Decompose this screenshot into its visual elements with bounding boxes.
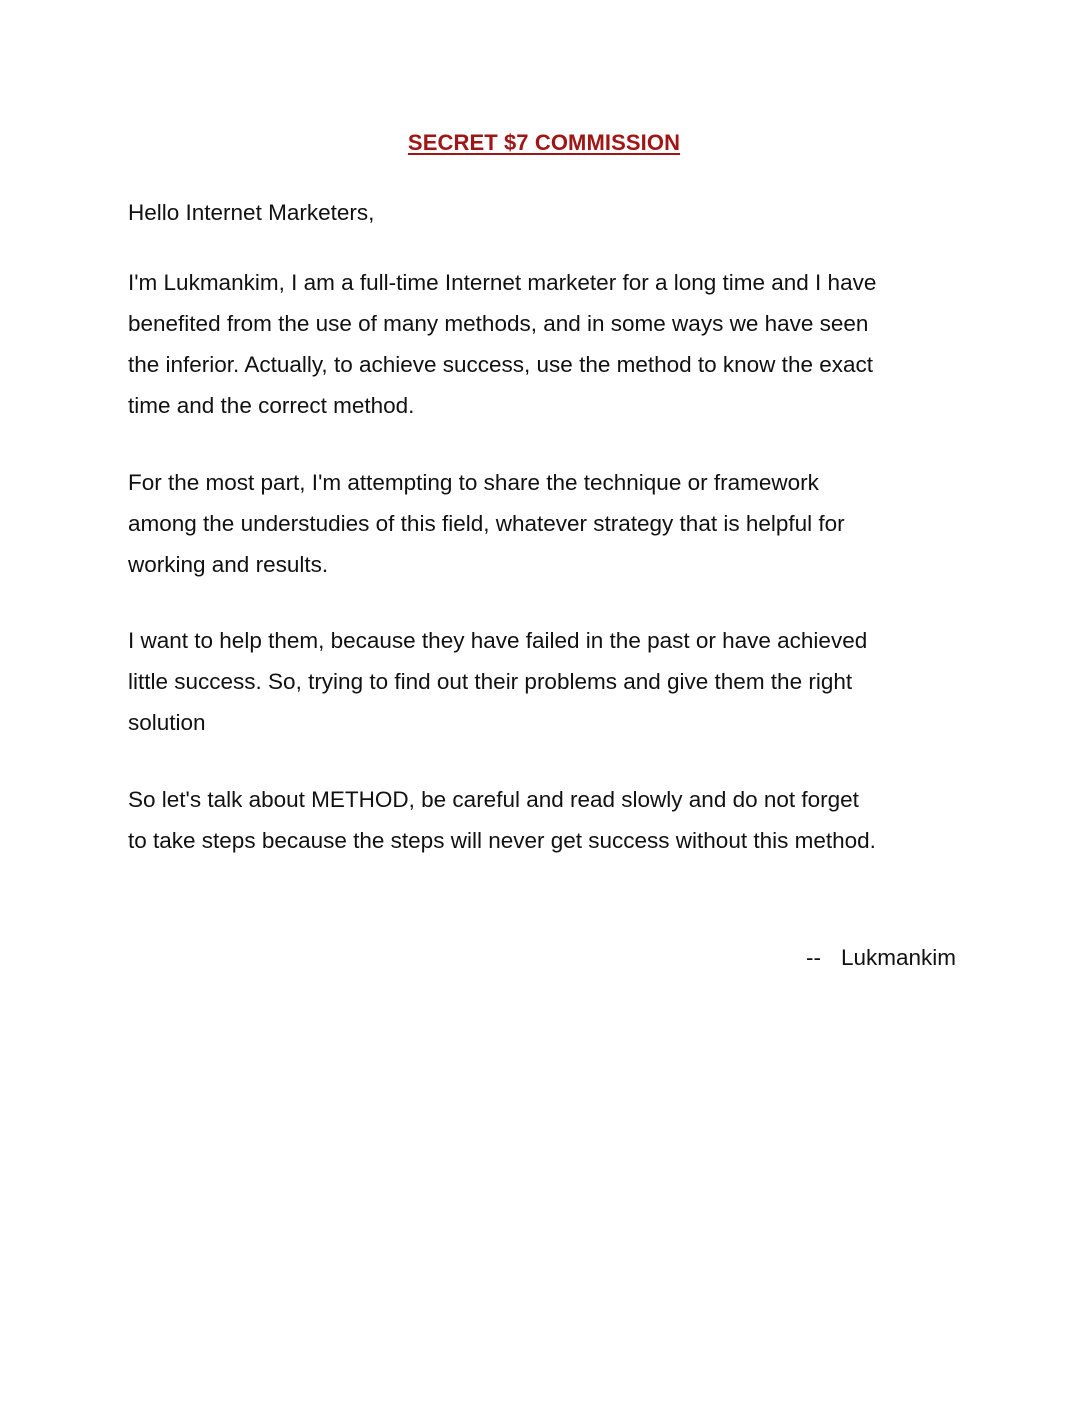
paragraph-line: For the most part, I'm attempting to share the technique or framework: [128, 470, 819, 495]
paragraph-line: I'm Lukmankim, I am a full-time Internet marketer for a long time and I have: [128, 270, 877, 295]
signature-dash: --: [805, 945, 821, 970]
paragraph-line: the inferior. Actually, to achieve success, use the method to know the exact: [128, 352, 873, 377]
paragraph-intro: [128, 262, 978, 426]
paragraph-line: little success. So, trying to find out their problems and give them the right: [128, 669, 853, 694]
paragraph-help: [128, 620, 978, 743]
paragraph-line: among the understudies of this field, whatever strategy that is helpful for: [128, 511, 845, 536]
greeting-line: Hello Internet Marketers,: [128, 200, 375, 225]
paragraph-method: [128, 779, 978, 861]
signature: [806, 943, 956, 973]
paragraph-line: working and results.: [128, 552, 329, 577]
paragraph-line: solution: [128, 710, 206, 735]
signature-name: Lukmankim: [840, 945, 956, 970]
paragraph-line: to take steps because the steps will never get success without this method.: [128, 828, 876, 853]
paragraph-line: time and the correct method.: [128, 393, 415, 418]
document-title: SECRET $7 COMMISSION: [407, 130, 681, 155]
paragraph-line: benefited from the use of many methods, and in some ways we have seen: [128, 311, 869, 336]
paragraph-share: [128, 462, 978, 585]
paragraph-line: I want to help them, because they have failed in the past or have achieved: [128, 628, 868, 653]
paragraph-line: So let's talk about METHOD, be careful and read slowly and do not forget: [128, 787, 859, 812]
